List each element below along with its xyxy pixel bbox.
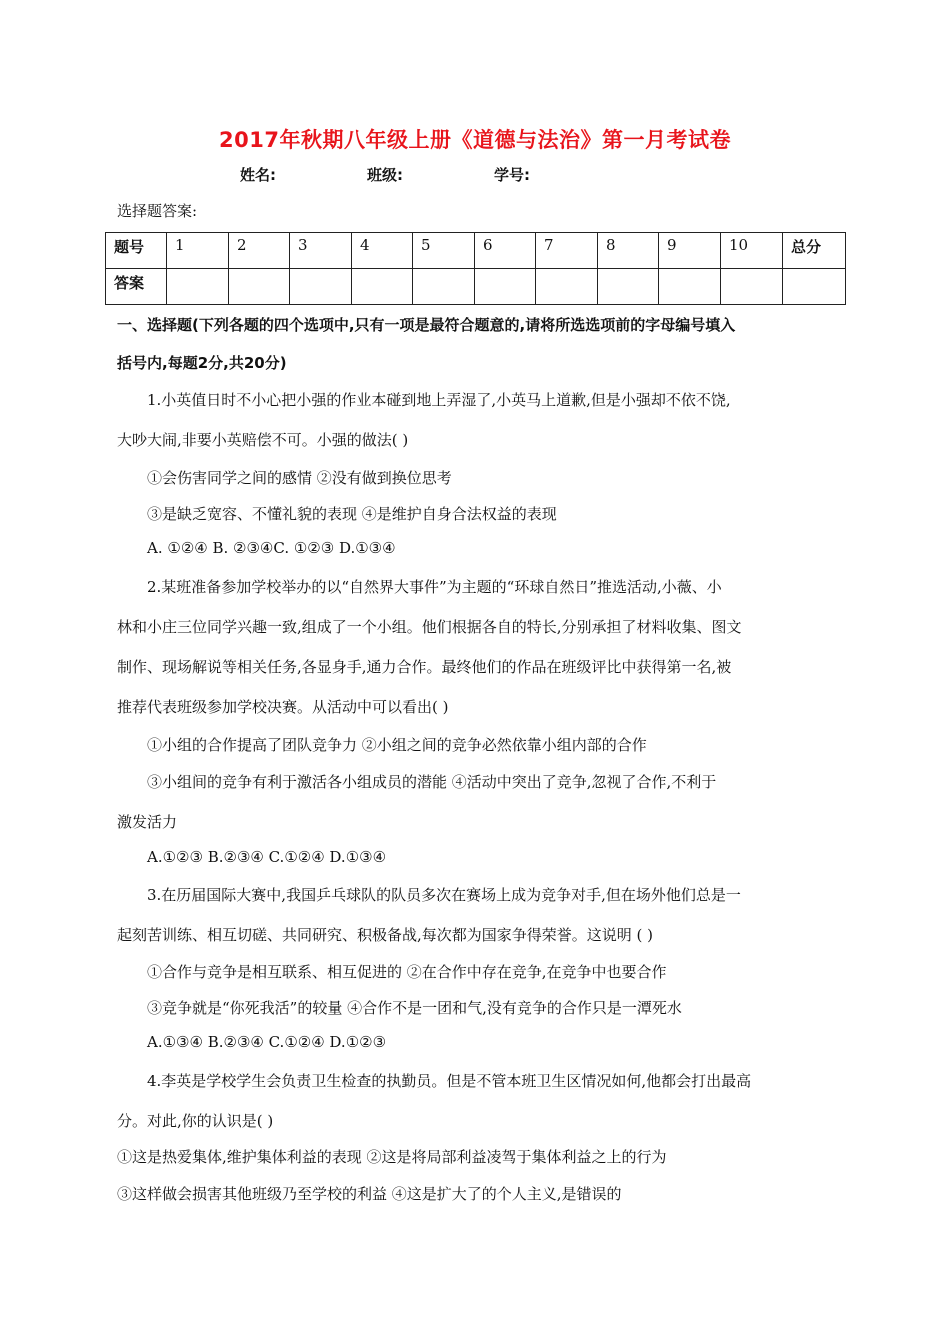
answer-cell[interactable] <box>229 269 290 305</box>
answer-cell[interactable] <box>167 269 229 305</box>
table-number-cell: 5 <box>413 233 475 269</box>
q2-option-cont: 激发活力 <box>117 813 178 831</box>
section-heading-cont: 括号内,每题2分,共20分) <box>117 354 287 372</box>
q1-stem: 1.小英值日时不小心把小强的作业本碰到地上弄湿了,小英马上道歉,但是小强却不依不饶, <box>147 391 731 409</box>
table-number-cell: 6 <box>475 233 536 269</box>
q4-option-line: ③这样做会损害其他班级乃至学校的利益 ④这是扩大了的个人主义,是错误的 <box>117 1185 622 1203</box>
answer-cell[interactable] <box>598 269 659 305</box>
q2-stem-cont: 制作、现场解说等相关任务,各显身手,通力合作。最终他们的作品在班级评比中获得第一名,被 <box>117 658 732 676</box>
q4-option-line: ①这是热爱集体,维护集体利益的表现 ②这是将局部利益凌驾于集体利益之上的行为 <box>117 1148 667 1166</box>
table-header-label: 题号 <box>106 233 167 269</box>
answer-cell[interactable] <box>290 269 352 305</box>
section-heading: 一、选择题(下列各题的四个选项中,只有一项是最符合题意的,请将所选选项前的字母编号填入 <box>117 316 736 334</box>
table-number-cell: 8 <box>598 233 659 269</box>
answer-table <box>105 232 846 305</box>
q3-option-line: ①合作与竞争是相互联系、相互促进的 ②在合作中存在竞争,在竞争中也要合作 <box>147 963 667 981</box>
answer-label: 选择题答案: <box>117 202 198 220</box>
q2-stem-cont: 林和小庄三位同学兴趣一致,组成了一个小组。他们根据各自的特长,分别承担了材料收集、图文 <box>117 618 742 636</box>
q4-stem-cont: 分。对此,你的认识是( ) <box>117 1112 274 1130</box>
table-number-cell: 1 <box>167 233 229 269</box>
q3-option-line: ③竞争就是“你死我活”的较量 ④合作不是一团和气,没有竞争的合作只是一潭死水 <box>147 999 682 1017</box>
table-number-cell: 3 <box>290 233 352 269</box>
q1-choices: A. ①②④ B. ②③④C. ①②③ D.①③④ <box>147 539 396 557</box>
student-info <box>240 164 530 185</box>
class-field-label: 班级: <box>367 166 403 184</box>
table-number-cell: 7 <box>536 233 598 269</box>
table-number-cell: 2 <box>229 233 290 269</box>
table-number-cell: 4 <box>352 233 413 269</box>
answer-cell[interactable] <box>659 269 721 305</box>
number-field-label: 学号: <box>494 166 530 184</box>
name-field-label: 姓名: <box>240 166 276 184</box>
q4-stem: 4.李英是学校学生会负责卫生检查的执勤员。但是不管本班卫生区情况如何,他都会打出最高 <box>147 1072 752 1090</box>
q3-choices: A.①③④ B.②③④ C.①②④ D.①②③ <box>147 1033 387 1051</box>
exam-title: 2017年秋期八年级上册《道德与法治》第一月考试卷 <box>219 128 731 152</box>
q2-stem-cont: 推荐代表班级参加学校决赛。从活动中可以看出( ) <box>117 698 449 716</box>
table-row-answers <box>106 269 846 305</box>
q1-stem-cont: 大吵大闹,非要小英赔偿不可。小强的做法( ) <box>117 431 409 449</box>
q2-option-line: ③小组间的竞争有利于激活各小组成员的潜能 ④活动中突出了竞争,忽视了合作,不利于 <box>147 773 717 791</box>
q2-option-line: ①小组的合作提高了团队竞争力 ②小组之间的竞争必然依靠小组内部的合作 <box>147 736 647 754</box>
table-number-cell: 9 <box>659 233 721 269</box>
q2-choices: A.①②③ B.②③④ C.①②④ D.①③④ <box>147 848 387 866</box>
q3-stem-cont: 起刻苦训练、相互切磋、共同研究、积极备战,每次都为国家争得荣誉。这说明 ( ) <box>117 926 654 944</box>
answer-cell[interactable] <box>352 269 413 305</box>
q2-stem: 2.某班准备参加学校举办的以“自然界大事件”为主题的“环球自然日”推选活动,小薇、小 <box>147 578 722 596</box>
table-number-cell: 10 <box>721 233 783 269</box>
q3-stem: 3.在历届国际大赛中,我国乒乓球队的队员多次在赛场上成为竞争对手,但在场外他们总是一 <box>147 886 741 904</box>
answer-cell[interactable] <box>475 269 536 305</box>
table-total-label: 总分 <box>783 233 846 269</box>
q1-option-line: ③是缺乏宽容、不懂礼貌的表现 ④是维护自身合法权益的表现 <box>147 505 557 523</box>
table-row-numbers <box>106 233 846 269</box>
answer-cell[interactable] <box>536 269 598 305</box>
q1-option-line: ①会伤害同学之间的感情 ②没有做到换位思考 <box>147 469 452 487</box>
answer-cell[interactable] <box>721 269 783 305</box>
table-answer-label: 答案 <box>106 269 167 305</box>
total-score-cell[interactable] <box>783 269 846 305</box>
answer-cell[interactable] <box>413 269 475 305</box>
